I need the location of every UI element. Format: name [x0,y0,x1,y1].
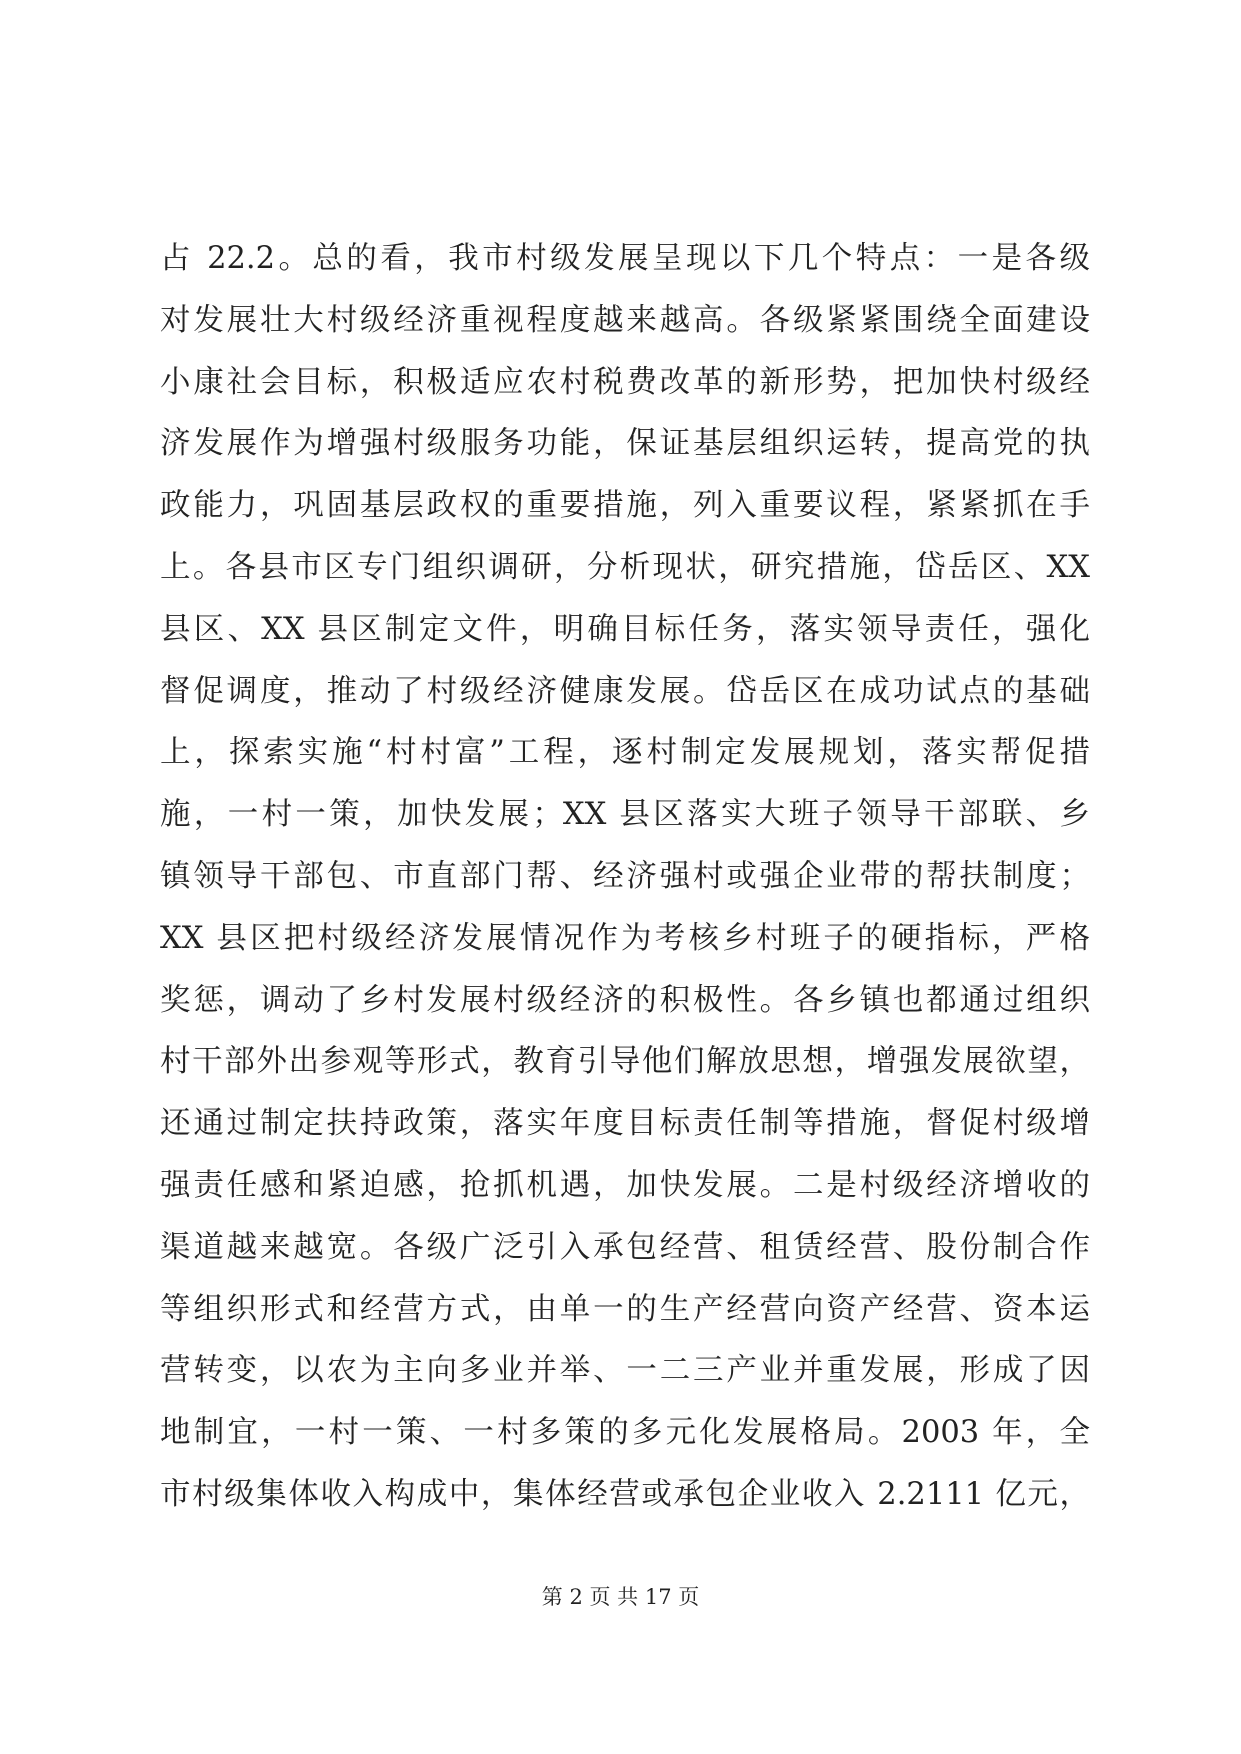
text-line: 县区、XX 县区制定文件，明确目标任务，落实领导责任，强化 [160,611,1090,647]
text-line: 营转变，以农为主向多业并举、一二三产业并重发展，形成了因 [160,1353,1090,1389]
text-line: 强责任感和紧迫感，抢抓机遇，加快发展。二是村级经济增收的 [160,1167,1090,1203]
text-line: 地制宜，一村一策、一村多策的多元化发展格局。2003 年，全 [160,1415,1090,1451]
text-line: 还通过制定扶持政策，落实年度目标责任制等措施，督促村级增 [160,1106,1090,1142]
text-line: 镇领导干部包、市直部门帮、经济强村或强企业带的帮扶制度； [160,858,1090,894]
text-line: 施，一村一策，加快发展；XX 县区落实大班子领导干部联、乡 [160,797,1090,833]
text-line: 市村级集体收入构成中，集体经营或承包企业收入 2.2111 亿元， [160,1476,1090,1512]
body-text [160,228,1090,1526]
text-line: 村干部外出参观等形式，教育引导他们解放思想，增强发展欲望， [160,1044,1090,1080]
text-line: 奖惩，调动了乡村发展村级经济的积极性。各乡镇也都通过组织 [160,982,1090,1018]
text-line: 督促调度，推动了村级经济健康发展。岱岳区在成功试点的基础 [160,673,1090,709]
text-line: 上，探索实施“村村富”工程，逐村制定发展规划，落实帮促措 [160,735,1090,771]
text-line: 政能力，巩固基层政权的重要措施，列入重要议程，紧紧抓在手 [160,488,1090,524]
text-line: 等组织形式和经营方式，由单一的生产经营向资产经营、资本运 [160,1291,1090,1327]
text-line: 济发展作为增强村级服务功能，保证基层组织运转，提高党的执 [160,426,1090,462]
text-line: 小康社会目标，积极适应农村税费改革的新形势，把加快村级经 [160,364,1090,400]
text-line: 渠道越来越宽。各级广泛引入承包经营、租赁经营、股份制合作 [160,1229,1090,1265]
text-line: 上。各县市区专门组织调研，分析现状，研究措施，岱岳区、XX [160,549,1090,585]
page-number-footer: 第 2 页 共 17 页 [541,1585,700,1609]
text-line: 对发展壮大村级经济重视程度越来越高。各级紧紧围绕全面建设 [160,302,1090,338]
text-line: 占 22.2。总的看，我市村级发展呈现以下几个特点：一是各级 [160,241,1090,276]
text-line: XX 县区把村级经济发展情况作为考核乡村班子的硬指标，严格 [160,920,1090,956]
